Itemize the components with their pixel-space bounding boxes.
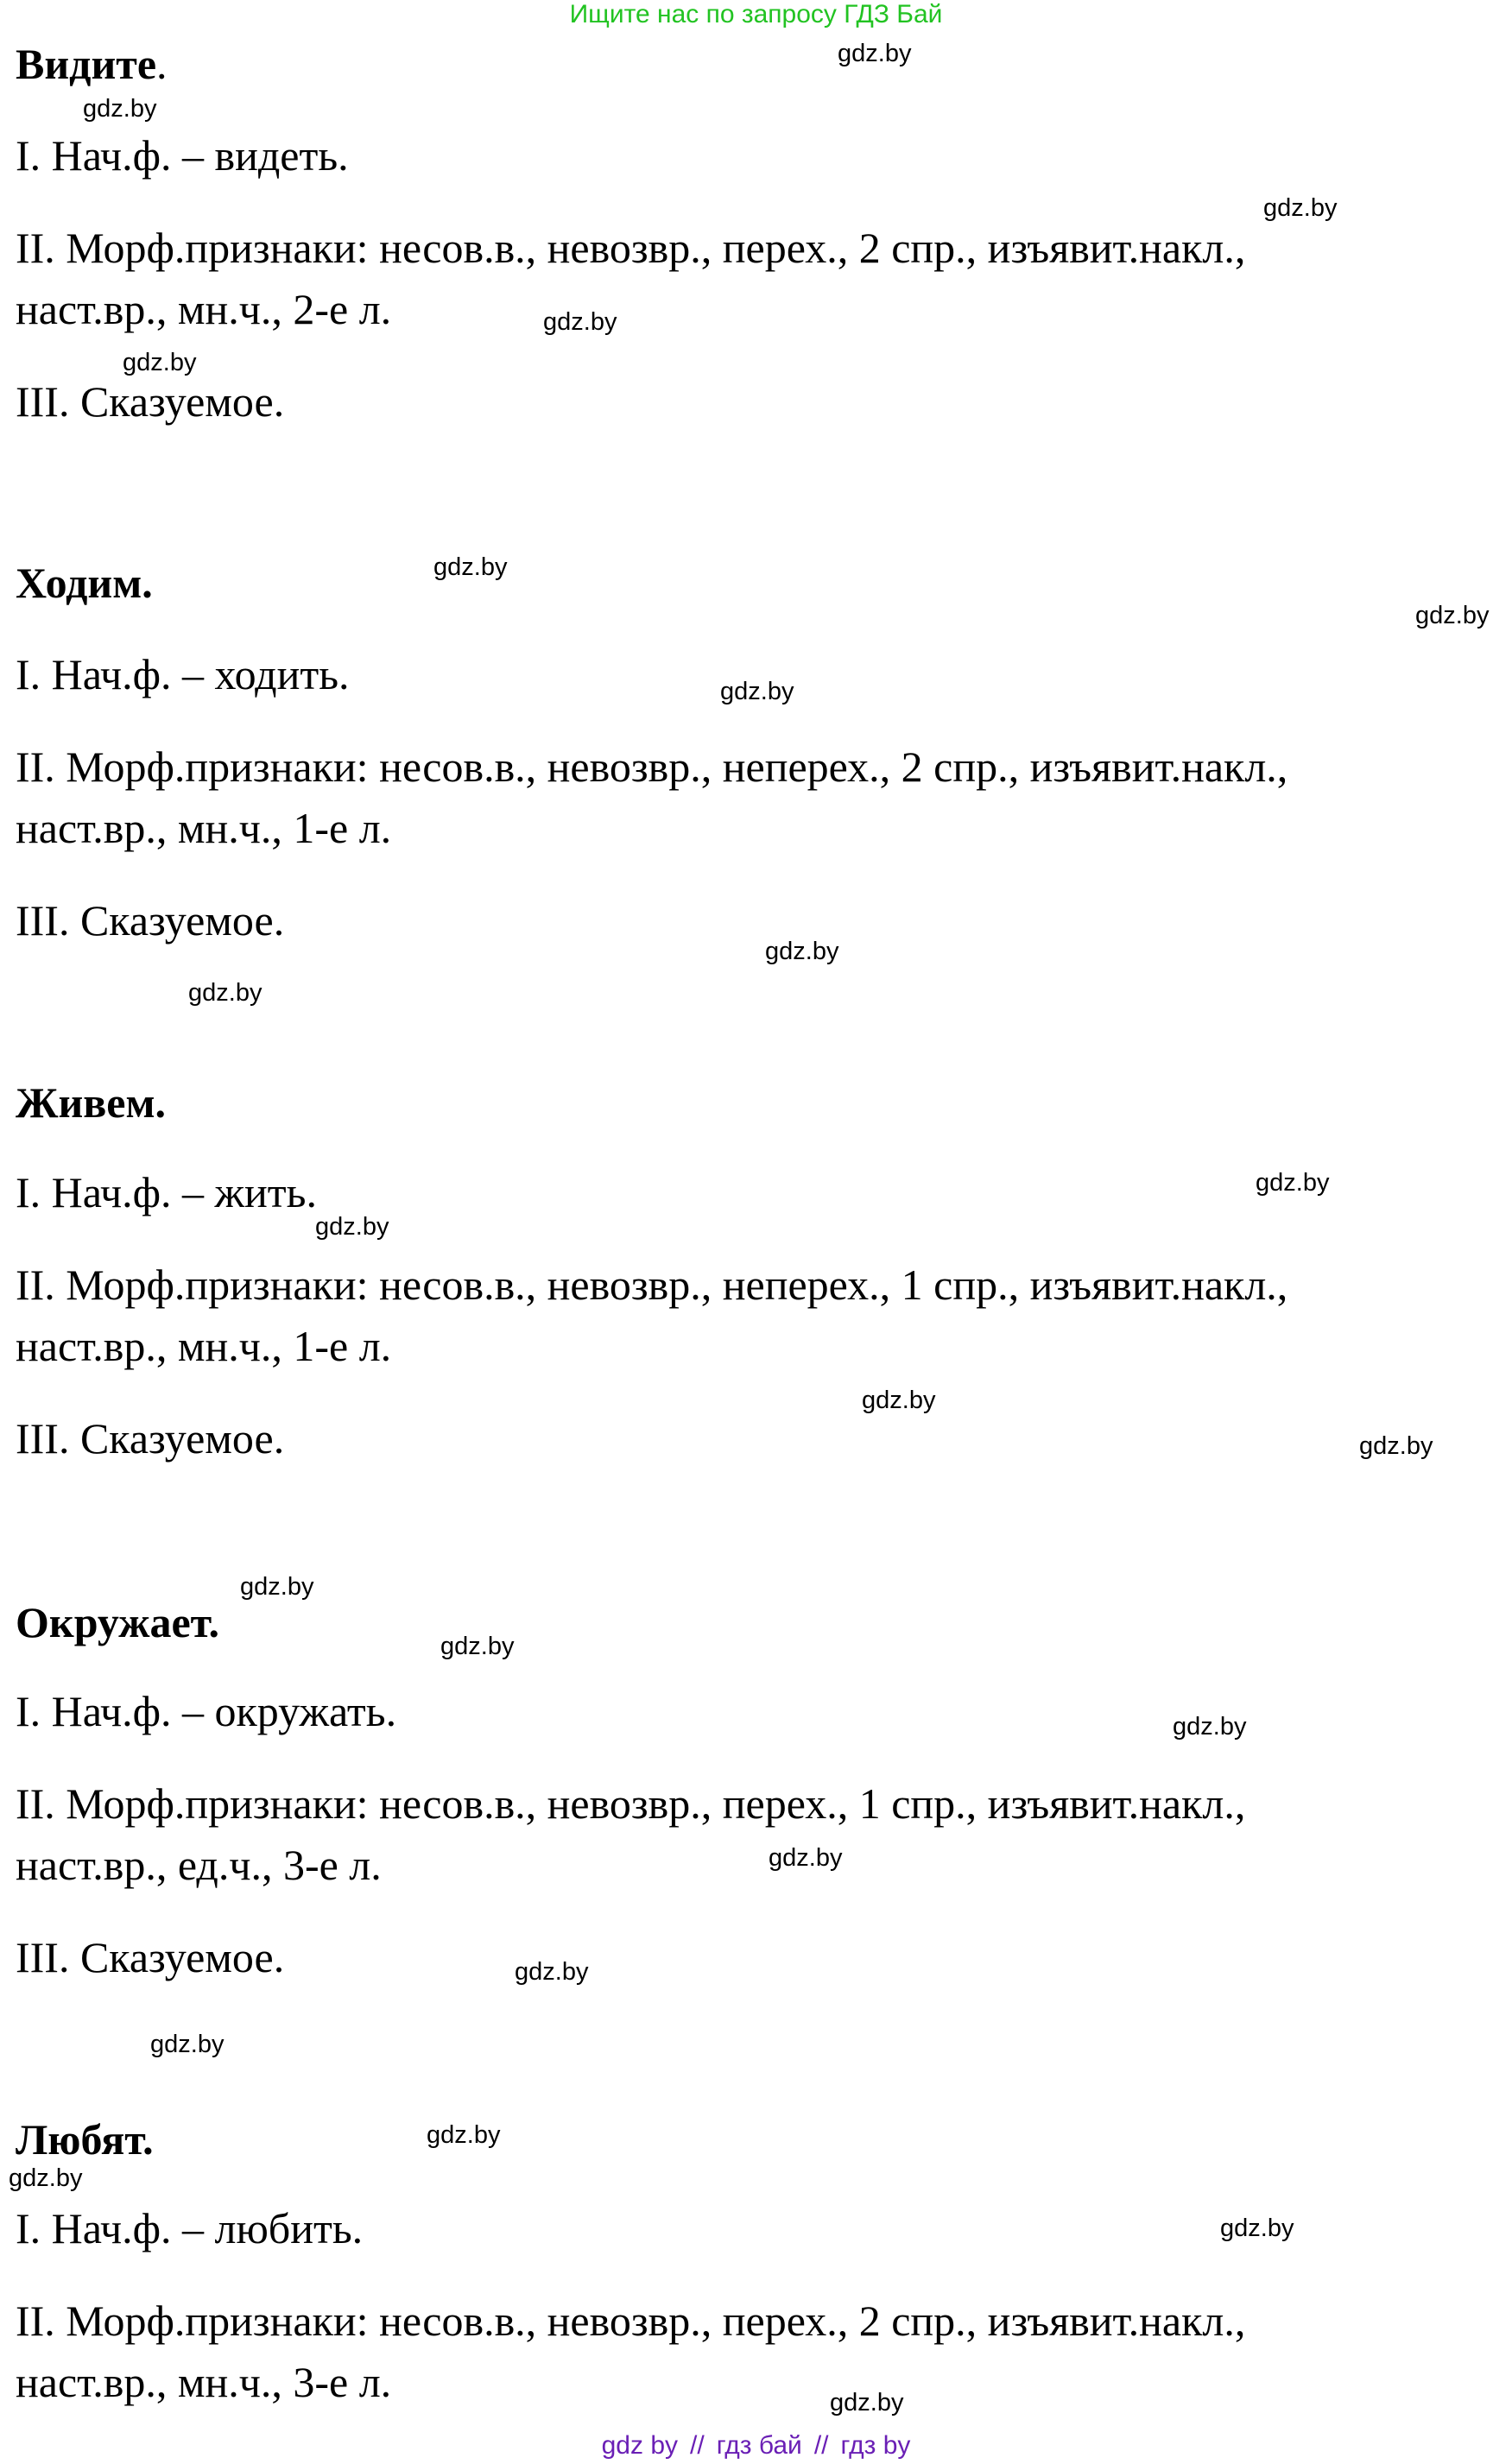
entry-word — [16, 39, 168, 89]
watermark: gdz.by — [440, 1633, 515, 1660]
morph-features-continued-line: наст.вр., мн.ч., 1-е л. — [16, 1322, 392, 1370]
watermark: gdz.by — [838, 40, 912, 67]
entry-word-text: Видите — [16, 40, 157, 88]
watermark: gdz.by — [830, 2389, 904, 2417]
morph-features-line: II. Морф.признаки: несов.в., невозвр., перех., 1 спр., изъявит.накл., — [16, 1779, 1246, 1828]
initial-form-line: I. Нач.ф. – ходить. — [16, 650, 350, 698]
syntax-role-line: III. Сказуемое. — [16, 896, 285, 945]
footer-link-gdz-bai[interactable]: гдз бай — [716, 2431, 802, 2460]
footer-separator: // — [813, 2431, 829, 2460]
initial-form-line: I. Нач.ф. – видеть. — [16, 131, 349, 180]
watermark: gdz.by — [427, 2121, 501, 2149]
watermark: gdz.by — [1263, 194, 1338, 222]
footer-links — [0, 2431, 1512, 2461]
watermark: gdz.by — [123, 349, 197, 376]
morph-features-continued-line: наст.вр., ед.ч., 3-е л. — [16, 1841, 382, 1889]
entry-word-punct: . — [156, 40, 168, 88]
entry-word: Любят. — [16, 2115, 154, 2164]
morph-features-line: II. Морф.признаки: несов.в., невозвр., неперех., 2 спр., изъявит.накл., — [16, 742, 1288, 791]
footer-separator: // — [690, 2431, 705, 2460]
watermark: gdz.by — [1173, 1713, 1247, 1741]
watermark: gdz.by — [765, 938, 839, 965]
footer-link-gdz-by-cyrillic[interactable]: гдз by — [840, 2431, 911, 2460]
watermark: gdz.by — [862, 1387, 936, 1414]
syntax-role-line: III. Сказуемое. — [16, 1414, 285, 1463]
watermark: gdz.by — [515, 1958, 589, 1986]
watermark: gdz.by — [1256, 1169, 1330, 1197]
watermark: gdz.by — [543, 308, 617, 336]
watermark: gdz.by — [1359, 1432, 1433, 1460]
entry-word: Живем. — [16, 1078, 166, 1127]
initial-form-line: I. Нач.ф. – окружать. — [16, 1687, 397, 1735]
morph-features-line: II. Морф.признаки: несов.в., невозвр., перех., 2 спр., изъявит.накл., — [16, 2297, 1246, 2345]
watermark: gdz.by — [83, 95, 157, 123]
entry-word: Ходим. — [16, 559, 153, 607]
footer-link-gdz-by[interactable]: gdz by — [601, 2431, 679, 2460]
morph-features-line: II. Морф.признаки: несов.в., невозвр., неперех., 1 спр., изъявит.накл., — [16, 1260, 1288, 1309]
initial-form-line: I. Нач.ф. – любить. — [16, 2204, 364, 2252]
watermark: gdz.by — [1415, 602, 1490, 629]
morph-features-continued-line: наст.вр., мн.ч., 3-е л. — [16, 2358, 392, 2406]
watermark: gdz.by — [9, 2164, 83, 2192]
morph-features-continued-line: наст.вр., мн.ч., 2-е л. — [16, 285, 392, 333]
morph-features-line: II. Морф.признаки: несов.в., невозвр., перех., 2 спр., изъявит.накл., — [16, 224, 1246, 272]
watermark: gdz.by — [433, 553, 508, 581]
watermark: gdz.by — [188, 979, 263, 1007]
initial-form-line: I. Нач.ф. – жить. — [16, 1168, 317, 1216]
watermark: gdz.by — [720, 678, 794, 705]
syntax-role-line: III. Сказуемое. — [16, 1933, 285, 1981]
morph-features-continued-line: наст.вр., мн.ч., 1-е л. — [16, 804, 392, 852]
watermark: gdz.by — [315, 1213, 389, 1241]
watermark: gdz.by — [769, 1844, 843, 1872]
watermark: gdz.by — [240, 1573, 314, 1601]
watermark: gdz.by — [1220, 2214, 1294, 2242]
watermark: gdz.by — [150, 2031, 225, 2058]
entry-word: Окружает. — [16, 1598, 219, 1646]
top-banner: Ищите нас по запросу ГДЗ Бай — [569, 0, 943, 28]
syntax-role-line: III. Сказуемое. — [16, 377, 285, 426]
